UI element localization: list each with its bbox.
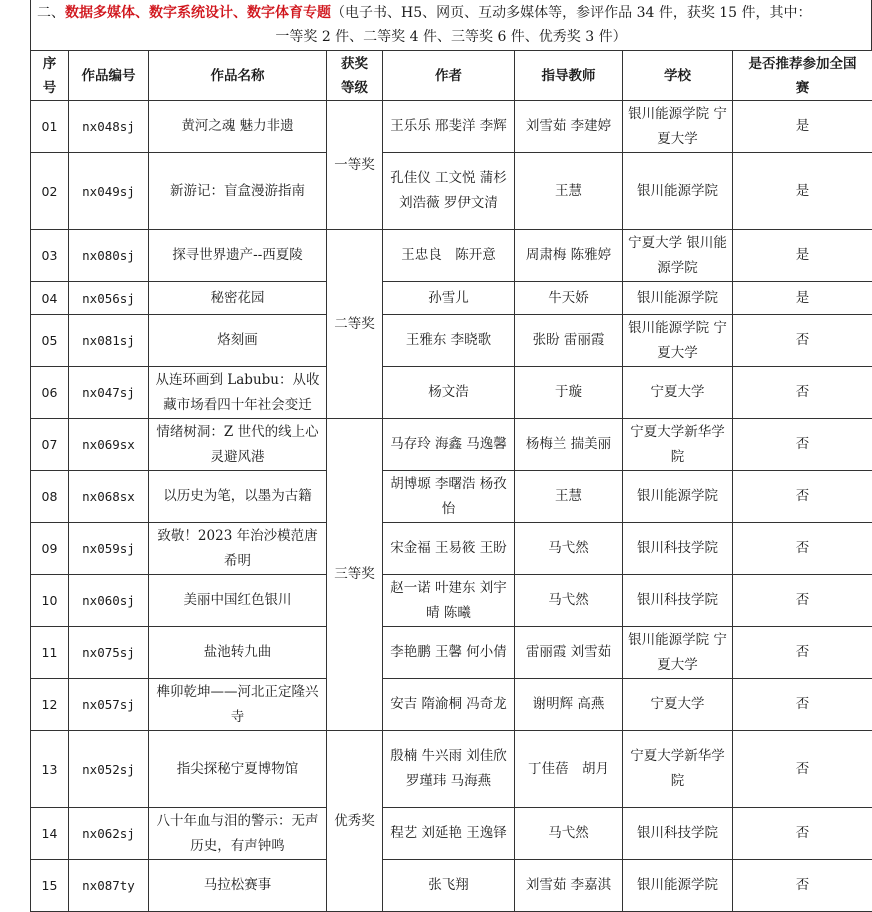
table-row [31, 523, 872, 575]
cell-author: 孔佳仪 工文悦 蒲杉 刘浩薇 罗伊文清 [383, 153, 515, 230]
cell-award-level: 三等奖 [327, 419, 383, 731]
cell-recommend: 否 [733, 575, 872, 627]
cell-name: 黄河之魂 魅力非遗 [149, 101, 327, 153]
cell-code: nx049sj [69, 153, 149, 230]
cell-advisor: 牛天娇 [515, 282, 623, 315]
cell-seq: 11 [31, 627, 69, 679]
cell-author: 王乐乐 邢斐洋 李辉 [383, 101, 515, 153]
heading-line-2: 一等奖 2 件、二等奖 4 件、三等奖 6 件、优秀奖 3 件） [31, 25, 871, 49]
document-page [30, 0, 872, 910]
cell-name: 情绪树洞：Z 世代的线上心灵避风港 [149, 419, 327, 471]
cell-recommend: 否 [733, 679, 872, 731]
cell-name: 从连环画到 Labubu：从收藏市场看四十年社会变迁 [149, 367, 327, 419]
cell-recommend: 否 [733, 315, 872, 367]
cell-school: 银川能源学院 宁夏大学 [623, 101, 733, 153]
cell-name: 秘密花园 [149, 282, 327, 315]
cell-author: 安吉 隋渝桐 冯奇龙 [383, 679, 515, 731]
cell-recommend: 否 [733, 419, 872, 471]
cell-recommend: 否 [733, 860, 872, 912]
table-row [31, 808, 872, 860]
cell-advisor: 丁佳蓓 胡月 [515, 731, 623, 808]
table-row [31, 367, 872, 419]
cell-name: 探寻世界遗产--西夏陵 [149, 230, 327, 282]
cell-name: 马拉松赛事 [149, 860, 327, 912]
cell-code: nx048sj [69, 101, 149, 153]
cell-award-level: 优秀奖 [327, 731, 383, 912]
cell-school: 宁夏大学 [623, 679, 733, 731]
cell-author: 赵一诺 叶建东 刘宇晴 陈曦 [383, 575, 515, 627]
cell-school: 银川科技学院 [623, 808, 733, 860]
cell-advisor: 雷丽霞 刘雪茹 [515, 627, 623, 679]
cell-author: 马存玲 海鑫 马逸馨 [383, 419, 515, 471]
cell-name: 八十年血与泪的警示：无声历史，有声钟鸣 [149, 808, 327, 860]
cell-name: 新游记：盲盒漫游指南 [149, 153, 327, 230]
cell-author: 孙雪儿 [383, 282, 515, 315]
heading-line-1 [37, 1, 812, 25]
cell-seq: 09 [31, 523, 69, 575]
table-row [31, 315, 872, 367]
table-body [31, 101, 872, 912]
cell-seq: 12 [31, 679, 69, 731]
cell-code: nx056sj [69, 282, 149, 315]
cell-school: 银川科技学院 [623, 575, 733, 627]
cell-recommend: 否 [733, 808, 872, 860]
cell-recommend: 是 [733, 230, 872, 282]
cell-name: 指尖探秘宁夏博物馆 [149, 731, 327, 808]
table-row [31, 860, 872, 912]
cell-seq: 06 [31, 367, 69, 419]
header-code: 作品编号 [69, 51, 149, 101]
cell-seq: 01 [31, 101, 69, 153]
cell-advisor: 于璇 [515, 367, 623, 419]
cell-recommend: 否 [733, 523, 872, 575]
cell-seq: 15 [31, 860, 69, 912]
cell-seq: 13 [31, 731, 69, 808]
cell-code: nx052sj [69, 731, 149, 808]
table-row [31, 282, 872, 315]
header-school: 学校 [623, 51, 733, 101]
cell-name: 致敬！2023 年治沙模范唐希明 [149, 523, 327, 575]
cell-author: 张飞翔 [383, 860, 515, 912]
table-row [31, 230, 872, 282]
cell-code: nx059sj [69, 523, 149, 575]
section-heading [30, 0, 872, 50]
cell-advisor: 杨梅兰 揣美丽 [515, 419, 623, 471]
header-award: 获奖等级 [327, 51, 383, 101]
cell-advisor: 刘雪茹 李建婷 [515, 101, 623, 153]
cell-name: 榫卯乾坤——河北正定隆兴寺 [149, 679, 327, 731]
header-name: 作品名称 [149, 51, 327, 101]
cell-code: nx087ty [69, 860, 149, 912]
cell-seq: 02 [31, 153, 69, 230]
table-row [31, 419, 872, 471]
cell-advisor: 周肃梅 陈雅婷 [515, 230, 623, 282]
cell-code: nx069sx [69, 419, 149, 471]
cell-advisor: 谢明辉 高燕 [515, 679, 623, 731]
cell-seq: 14 [31, 808, 69, 860]
cell-seq: 03 [31, 230, 69, 282]
cell-author: 胡博塬 李曙浩 杨孜怡 [383, 471, 515, 523]
cell-name: 盐池转九曲 [149, 627, 327, 679]
cell-author: 李艳鹏 王馨 何小倩 [383, 627, 515, 679]
cell-recommend: 是 [733, 101, 872, 153]
cell-seq: 04 [31, 282, 69, 315]
table-row [31, 627, 872, 679]
table-row [31, 101, 872, 153]
cell-code: nx081sj [69, 315, 149, 367]
cell-recommend: 否 [733, 627, 872, 679]
cell-school: 宁夏大学新华学院 [623, 419, 733, 471]
cell-school: 银川能源学院 宁夏大学 [623, 315, 733, 367]
cell-advisor: 马弋然 [515, 575, 623, 627]
cell-advisor: 张盼 雷丽霞 [515, 315, 623, 367]
cell-seq: 05 [31, 315, 69, 367]
cell-code: nx062sj [69, 808, 149, 860]
cell-school: 银川能源学院 [623, 471, 733, 523]
cell-school: 银川能源学院 宁夏大学 [623, 627, 733, 679]
cell-seq: 07 [31, 419, 69, 471]
header-recommend: 是否推荐参加全国赛 [733, 51, 872, 101]
cell-award-level: 一等奖 [327, 101, 383, 230]
cell-advisor: 刘雪茹 李嘉淇 [515, 860, 623, 912]
table-row [31, 679, 872, 731]
cell-name: 以历史为笔，以墨为古籍 [149, 471, 327, 523]
cell-advisor: 马弋然 [515, 808, 623, 860]
table-row [31, 153, 872, 230]
cell-author: 宋金福 王易筱 王盼 [383, 523, 515, 575]
heading-topic: 数据多媒体、数字系统设计、数字体育专题 [65, 5, 331, 21]
cell-school: 银川能源学院 [623, 860, 733, 912]
table-row [31, 575, 872, 627]
cell-code: nx068sx [69, 471, 149, 523]
header-author: 作者 [383, 51, 515, 101]
cell-seq: 10 [31, 575, 69, 627]
cell-school: 宁夏大学新华学院 [623, 731, 733, 808]
header-advisor: 指导教师 [515, 51, 623, 101]
cell-code: nx060sj [69, 575, 149, 627]
cell-school: 银川科技学院 [623, 523, 733, 575]
table-row [31, 471, 872, 523]
cell-code: nx075sj [69, 627, 149, 679]
cell-recommend: 否 [733, 367, 872, 419]
heading-prefix: 二、 [37, 5, 65, 21]
cell-author: 王雅东 李晓歌 [383, 315, 515, 367]
header-seq: 序号 [31, 51, 69, 101]
awards-table [30, 50, 872, 912]
table-row [31, 731, 872, 808]
cell-name: 美丽中国红色银川 [149, 575, 327, 627]
cell-award-level: 二等奖 [327, 230, 383, 419]
cell-author: 王忠良 陈开意 [383, 230, 515, 282]
cell-advisor: 王慧 [515, 153, 623, 230]
cell-author: 杨文浩 [383, 367, 515, 419]
cell-name: 烙刻画 [149, 315, 327, 367]
cell-advisor: 马弋然 [515, 523, 623, 575]
cell-code: nx080sj [69, 230, 149, 282]
cell-recommend: 是 [733, 153, 872, 230]
cell-school: 宁夏大学 银川能源学院 [623, 230, 733, 282]
cell-recommend: 否 [733, 471, 872, 523]
cell-school: 宁夏大学 [623, 367, 733, 419]
heading-summary: （电子书、H5、网页、互动多媒体等，参评作品 34 件，获奖 15 件，其中： [331, 5, 812, 21]
cell-school: 银川能源学院 [623, 153, 733, 230]
cell-code: nx057sj [69, 679, 149, 731]
cell-recommend: 否 [733, 731, 872, 808]
cell-recommend: 是 [733, 282, 872, 315]
cell-code: nx047sj [69, 367, 149, 419]
cell-author: 程艺 刘延艳 王逸铎 [383, 808, 515, 860]
cell-author: 殷楠 牛兴雨 刘佳欣 罗瑾玮 马海燕 [383, 731, 515, 808]
cell-school: 银川能源学院 [623, 282, 733, 315]
cell-advisor: 王慧 [515, 471, 623, 523]
table-header-row [31, 51, 872, 101]
cell-seq: 08 [31, 471, 69, 523]
